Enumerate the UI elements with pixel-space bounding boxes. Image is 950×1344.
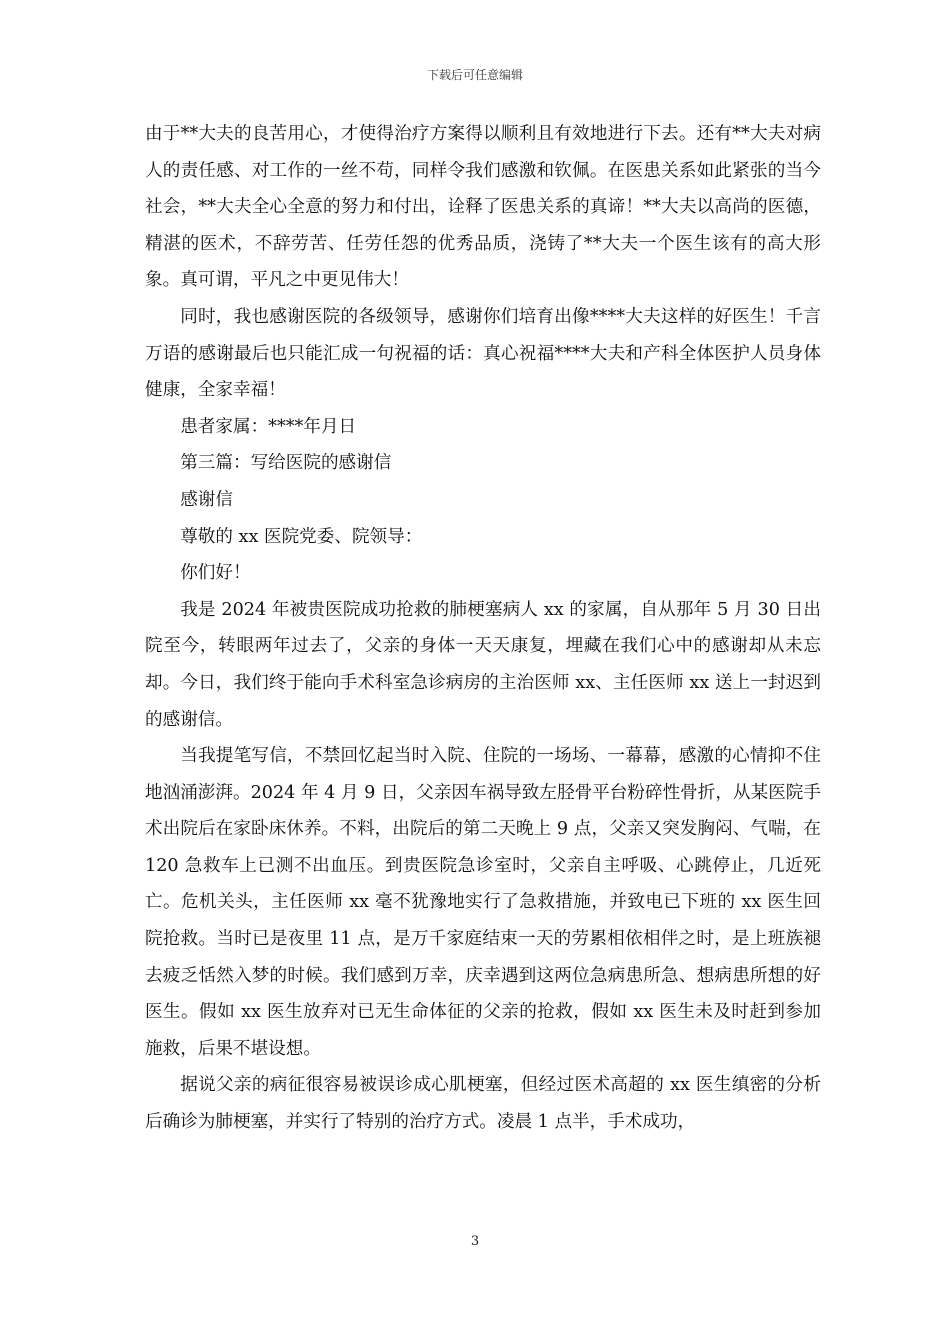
signature-line: 患者家属：****年月日	[180, 416, 357, 437]
letter-title: 感谢信	[180, 489, 233, 510]
paragraph: 我是 2024 年被贵医院成功抢救的肺梗塞病人 xx 的家属，自从那年 5 月 30 日出院至今，转眼两年过去了，父亲的身体一天天康复，埋藏在我们心中的感谢却从未忘却。今日，我们终于能向手术科室急诊病房的主治医师 xx、主任医师 xx 送上一封迟到的感谢信。	[145, 599, 821, 730]
document-body	[145, 116, 821, 1141]
page-header: 下载后可任意编辑	[426, 68, 523, 82]
paragraph: 据说父亲的病征很容易被误诊成心肌梗塞，但经过医术高超的 xx 医生缜密的分析后确诊为肺梗塞，并实行了特别的治疗方式。凌晨 1 点半，手术成功，	[145, 1075, 821, 1133]
paragraph: 同时，我也感谢医院的各级领导，感谢你们培育出像****大夫这样的好医生！千言万语的感谢最后也只能汇成一句祝福的话：真心祝福****大夫和产科全体医护人员身体健康，全家幸福！	[145, 306, 821, 401]
greeting: 你们好！	[180, 563, 251, 584]
paragraph: 由于**大夫的良苦用心，才使得治疗方案得以顺利且有效地进行下去。还有**大夫对病人的责任感、对工作的一丝不苟，同样令我们感激和钦佩。在医患关系如此紧张的当今社会，**大夫全心全意的努力和付出，诠释了医患关系的真谛！**大夫以高尚的医德，精湛的医术，不辞劳苦、任劳任怨的优秀品质，浇铸了**大夫一个医生该有的高大形象。真可谓，平凡之中更见伟大！	[145, 124, 821, 291]
page-number: 3	[470, 1234, 480, 1249]
section-heading: 第三篇：写给医院的感谢信	[180, 453, 392, 474]
paragraph: 当我提笔写信，不禁回忆起当时入院、住院的一场场、一幕幕，感激的心情抑不住地汹涌澎湃。2024 年 4 月 9 日，父亲因车祸导致左胫骨平台粉碎性骨折，从某医院手术出院后在家卧床休养。不料，出院后的第二天晚上 9 点，父亲又突发胸闷、气喘，在 120 急救车上已测不出血压。到贵医院急诊室时，父亲自主呼吸、心跳停止，几近死亡。危机关头，主任医师 xx 毫不犹豫地实行了急救措施，并致电已下班的 xx 医生回院抢救。当时已是夜里 11 点，是万千家庭结束一天的劳累相依相伴之时，是上班族褪去疲乏恬然入梦的时候。我们感到万幸，庆幸遇到这两位急病患所急、想病患所想的好医生。假如 xx 医生放弃对已无生命体征的父亲的抢救，假如 xx 医生未及时赶到参加施救，后果不堪设想。	[145, 746, 821, 1059]
salutation: 尊敬的 xx 医院党委、院领导：	[180, 526, 423, 547]
